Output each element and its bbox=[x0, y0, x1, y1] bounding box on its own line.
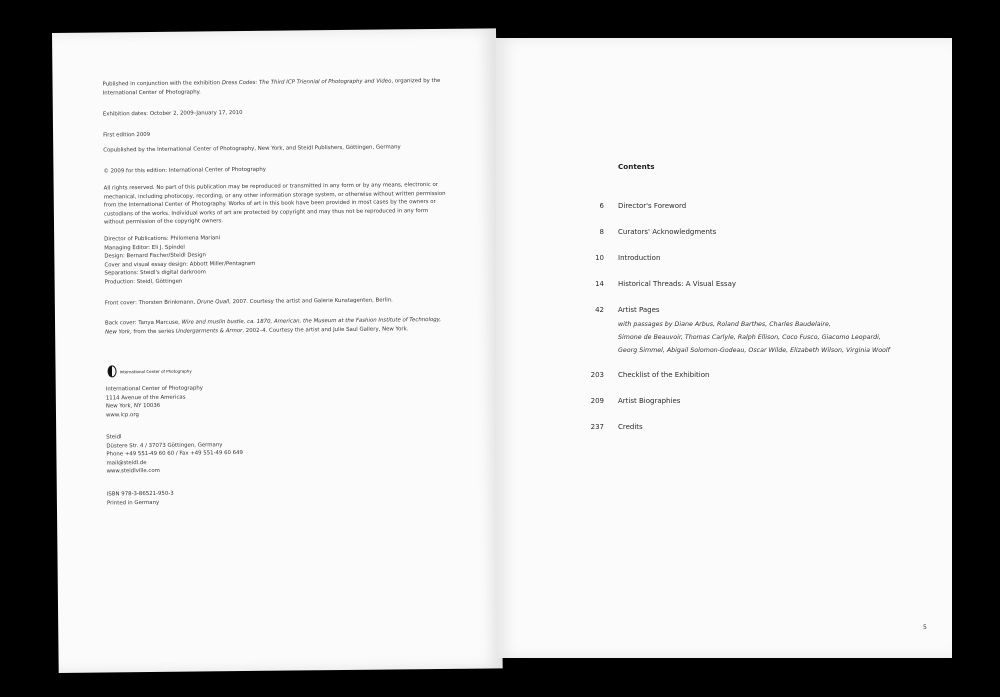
page-number: 5 bbox=[923, 624, 927, 631]
publication-note-title: Dress Codes: The Third ICP Triennial of Photography and Video bbox=[221, 78, 392, 87]
address-line: Phone +49 551-49 60 60 / Fax +49 551-49 60 649 bbox=[106, 450, 244, 458]
toc-title: Director's Foreword bbox=[618, 202, 687, 210]
address-line: 1114 Avenue of the Americas bbox=[105, 394, 186, 402]
address-line: New York, NY 10036 bbox=[105, 403, 161, 410]
toc-title: Artist Biographies bbox=[618, 397, 681, 405]
address-line: www.icp.org bbox=[105, 411, 139, 419]
passage-line: Georg Simmel, Abigail Solomon-Godeau, Oscar Wilde, Elizabeth Wilson, Virginia Woolf bbox=[618, 347, 890, 354]
credits-list bbox=[104, 232, 450, 287]
back-cover-prefix: Back cover: Tanya Marcuse, bbox=[105, 319, 182, 327]
toc-title: Introduction bbox=[618, 254, 661, 262]
back-cover-title: Wire and muslin bustle, ca. 1870, American, the Museum at the Fashion Institute of Technology, New York bbox=[105, 316, 442, 336]
isbn: ISBN 978-3-86521-950-3 bbox=[106, 490, 174, 498]
copublished-note: Copublished by the International Center of Photography, New York, and Steidl Publishers, Göttingen, Germany bbox=[103, 144, 401, 154]
toc-page-number: 42 bbox=[595, 306, 604, 314]
front-cover-suffix: , 2007. Courtesy the artist and Galerie Kunstagenten, Berlin. bbox=[229, 297, 393, 306]
toc-title: Artist Pages bbox=[618, 306, 660, 314]
credit-line: Separations: Steidl's digital darkroom bbox=[104, 269, 206, 277]
icp-address bbox=[106, 382, 451, 420]
exhibition-dates: Exhibition dates: October 2, 2009–January 17, 2010 bbox=[102, 110, 243, 118]
back-cover-credit bbox=[105, 316, 450, 337]
credit-line: Director of Publications: Philomena Mariani bbox=[104, 235, 221, 243]
back-cover-suffix: , 2002–4. Courtesy the artist and Julie Saul Gallery, New York. bbox=[242, 325, 409, 334]
credit-line: Cover and visual essay design: Abbott Miller/Pentagram bbox=[104, 260, 256, 269]
toc-page-number: 203 bbox=[590, 371, 604, 379]
publication-note bbox=[102, 77, 447, 98]
left-page bbox=[52, 28, 503, 673]
address-line: Steidl bbox=[106, 434, 122, 441]
right-page bbox=[496, 38, 952, 658]
rights-note: All rights reserved. No part of this publication may be reproduced or transmitted in any form or by any means, electronic or mechanical, including photocopy, recording, or any other information storage system, or otherwise without written permission from the International Center of Photography. Works of art in this book have been provided in most cases by the owners or custodians of the works. Individual works of art are protected by copyright and may thus not be reproduced in any form without permission of the copyright owners. bbox=[103, 181, 446, 226]
address-line: International Center of Photography bbox=[105, 385, 203, 393]
toc-page-number: 209 bbox=[590, 397, 604, 405]
toc-title: Historical Threads: A Visual Essay bbox=[618, 280, 737, 288]
isbn-block bbox=[107, 487, 452, 508]
publication-note-prefix: Published in conjunction with the exhibition bbox=[102, 80, 222, 88]
credit-line: Design: Bernard Fischer/Steidl Design bbox=[104, 252, 206, 260]
toc-title: Credits bbox=[618, 423, 643, 431]
passage-line: with passages by Diane Arbus, Roland Barthes, Charles Baudelaire, bbox=[618, 321, 831, 328]
address-line: mail@steidl.de bbox=[106, 459, 147, 467]
back-cover-middle: , from the series bbox=[129, 328, 176, 335]
copyright-note: © 2009 for this edition: International Center of Photography bbox=[103, 166, 267, 175]
publication-note-suffix: , organized by the International Center of Photography. bbox=[102, 77, 441, 97]
toc-page-number: 6 bbox=[599, 202, 604, 210]
passage-line: Simone de Beauvoir, Thomas Carlyle, Ralph Ellison, Coco Fusco, Giacomo Leopardi, bbox=[618, 334, 881, 341]
address-line: Düstere Str. 4 / 37073 Göttingen, Germany bbox=[106, 441, 223, 450]
address-line: www.steidlville.com bbox=[106, 468, 160, 475]
artist-pages-passages bbox=[618, 318, 908, 357]
printed-in: Printed in Germany bbox=[106, 499, 160, 507]
front-cover-credit bbox=[105, 296, 450, 308]
credit-line: Production: Steidl, Göttingen bbox=[104, 278, 183, 286]
back-cover-series: Undergarments & Armor bbox=[175, 327, 243, 335]
toc-page-number: 8 bbox=[599, 228, 604, 236]
edition-note: First edition 2009 bbox=[103, 131, 151, 139]
steidl-address bbox=[106, 430, 451, 477]
icp-logo-mark bbox=[107, 365, 116, 377]
toc-title: Checklist of the Exhibition bbox=[618, 371, 710, 379]
front-cover-prefix: Front cover: Thorsten Brinkmann, bbox=[104, 299, 197, 307]
front-cover-title: Drune Quall bbox=[196, 299, 230, 306]
contents-title: Contents bbox=[618, 162, 655, 171]
icp-logo bbox=[107, 365, 191, 378]
toc-page-number: 237 bbox=[590, 423, 604, 431]
toc-title: Curators' Acknowledgments bbox=[618, 228, 717, 236]
icp-logo-text: International Center of Photography bbox=[119, 368, 192, 374]
credit-line: Managing Editor: Eli J. Spindel bbox=[104, 244, 185, 252]
toc-page-number: 14 bbox=[595, 280, 604, 288]
toc-page-number: 10 bbox=[595, 254, 604, 262]
